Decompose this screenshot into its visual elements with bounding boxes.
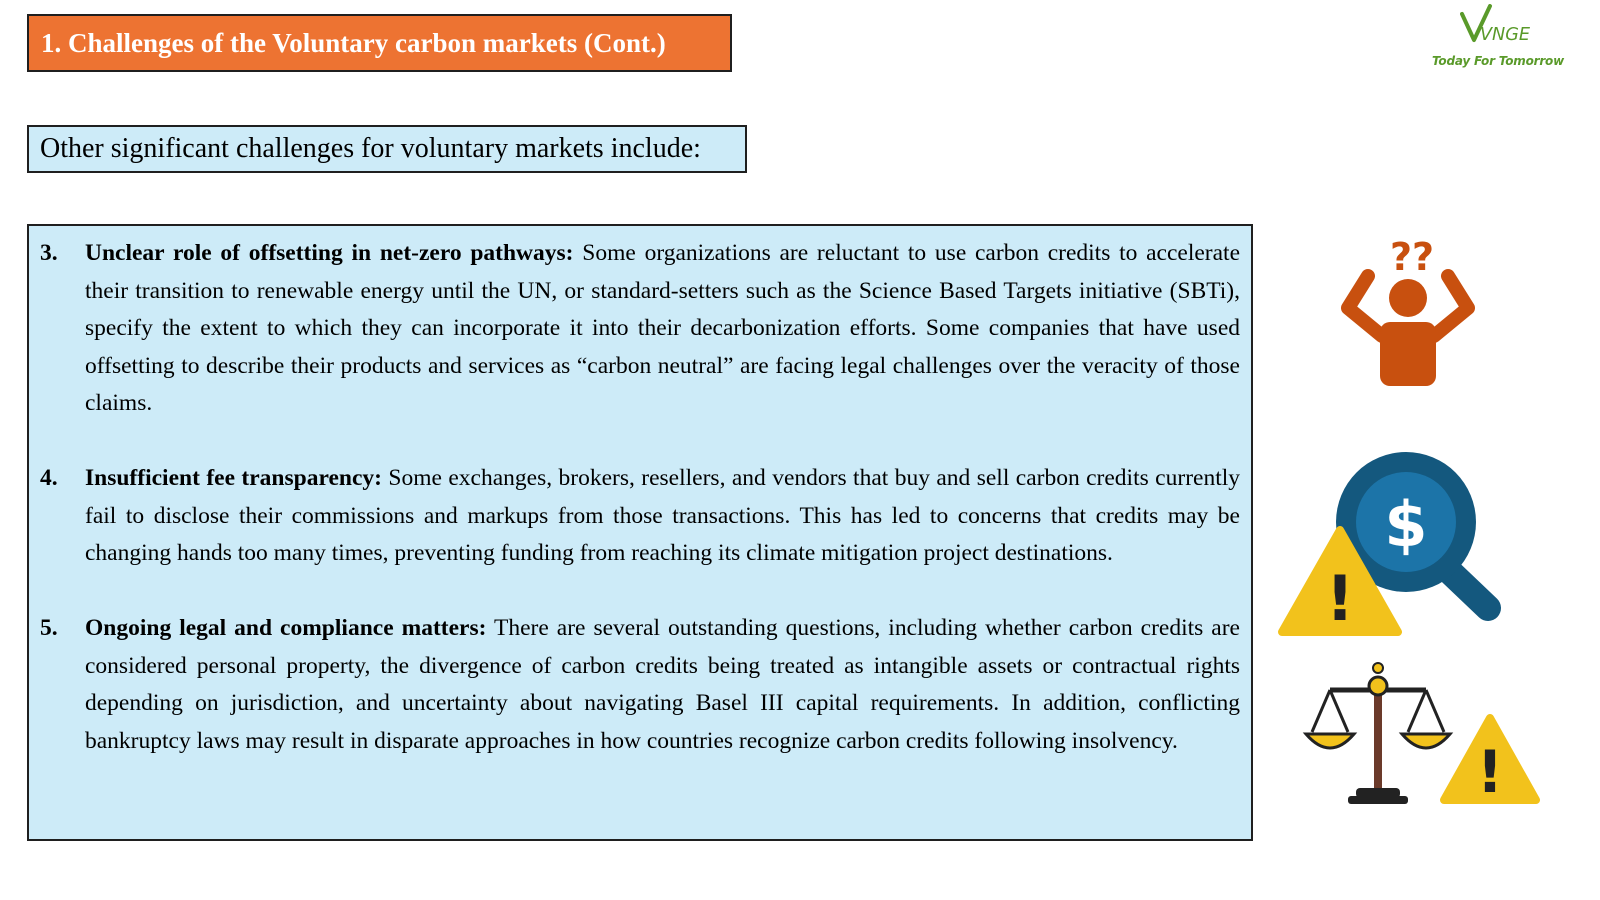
item-number: 5. xyxy=(40,615,58,641)
dollar-symbol: $ xyxy=(1384,488,1428,561)
list-item xyxy=(40,610,1240,760)
item-heading: Insufficient fee transparency: xyxy=(85,465,382,491)
vnge-logo-mark xyxy=(1460,4,1540,46)
item-heading: Unclear role of offsetting in net-zero pathways: xyxy=(85,240,574,266)
list-item xyxy=(40,460,1240,573)
warning-mark: ! xyxy=(1476,738,1504,806)
item-number: 4. xyxy=(40,465,58,491)
intro-heading: Other significant challenges for voluntary markets include: xyxy=(27,125,747,173)
item-number: 3. xyxy=(40,240,58,266)
item-heading: Ongoing legal and compliance matters: xyxy=(85,615,487,641)
challenges-list xyxy=(27,224,1253,841)
scales-warning-icon xyxy=(1300,660,1544,810)
dollar-magnifier-warning-icon xyxy=(1278,450,1504,640)
logo xyxy=(1430,4,1566,70)
item-body: There are several outstanding questions, including whether carbon credits are considered personal property, the divergence of carbon credits being treated as intangible assets or contractual rights depending on jurisdiction, and uncertainty about navigating Basel III capital requirements. In addition, conflicting bankruptcy laws may result in disparate approaches in how countries recognize carbon credits following insolvency. xyxy=(85,615,1240,754)
question-marks: ?? xyxy=(1390,235,1435,279)
item-body: Some organizations are reluctant to use carbon credits to accelerate their transition to renewable energy until the UN, or standard-setters such as the Science Based Targets initiative (SBTi), specify the extent to which they can incorporate it into their decarbonization efforts. Some companies that have used offsetting to describe their products and services as “carbon neutral” are facing legal challenges over the veracity of those claims. xyxy=(85,240,1241,416)
warning-mark: ! xyxy=(1325,562,1355,635)
logo-tagline: Today For Tomorrow xyxy=(1431,54,1564,68)
confused-person-icon xyxy=(1338,228,1478,390)
list-item xyxy=(40,235,1240,423)
item-body: Some exchanges, brokers, resellers, and vendors that buy and sell carbon credits currently fail to disclose their commissions and markups from those transactions. This has led to concerns that credits may be changing hands too many times, preventing funding from reaching its climate mitigation project destinations. xyxy=(85,465,1241,566)
logo-brand: VNGE xyxy=(1480,24,1531,45)
slide-title: 1. Challenges of the Voluntary carbon markets (Cont.) xyxy=(27,14,732,72)
